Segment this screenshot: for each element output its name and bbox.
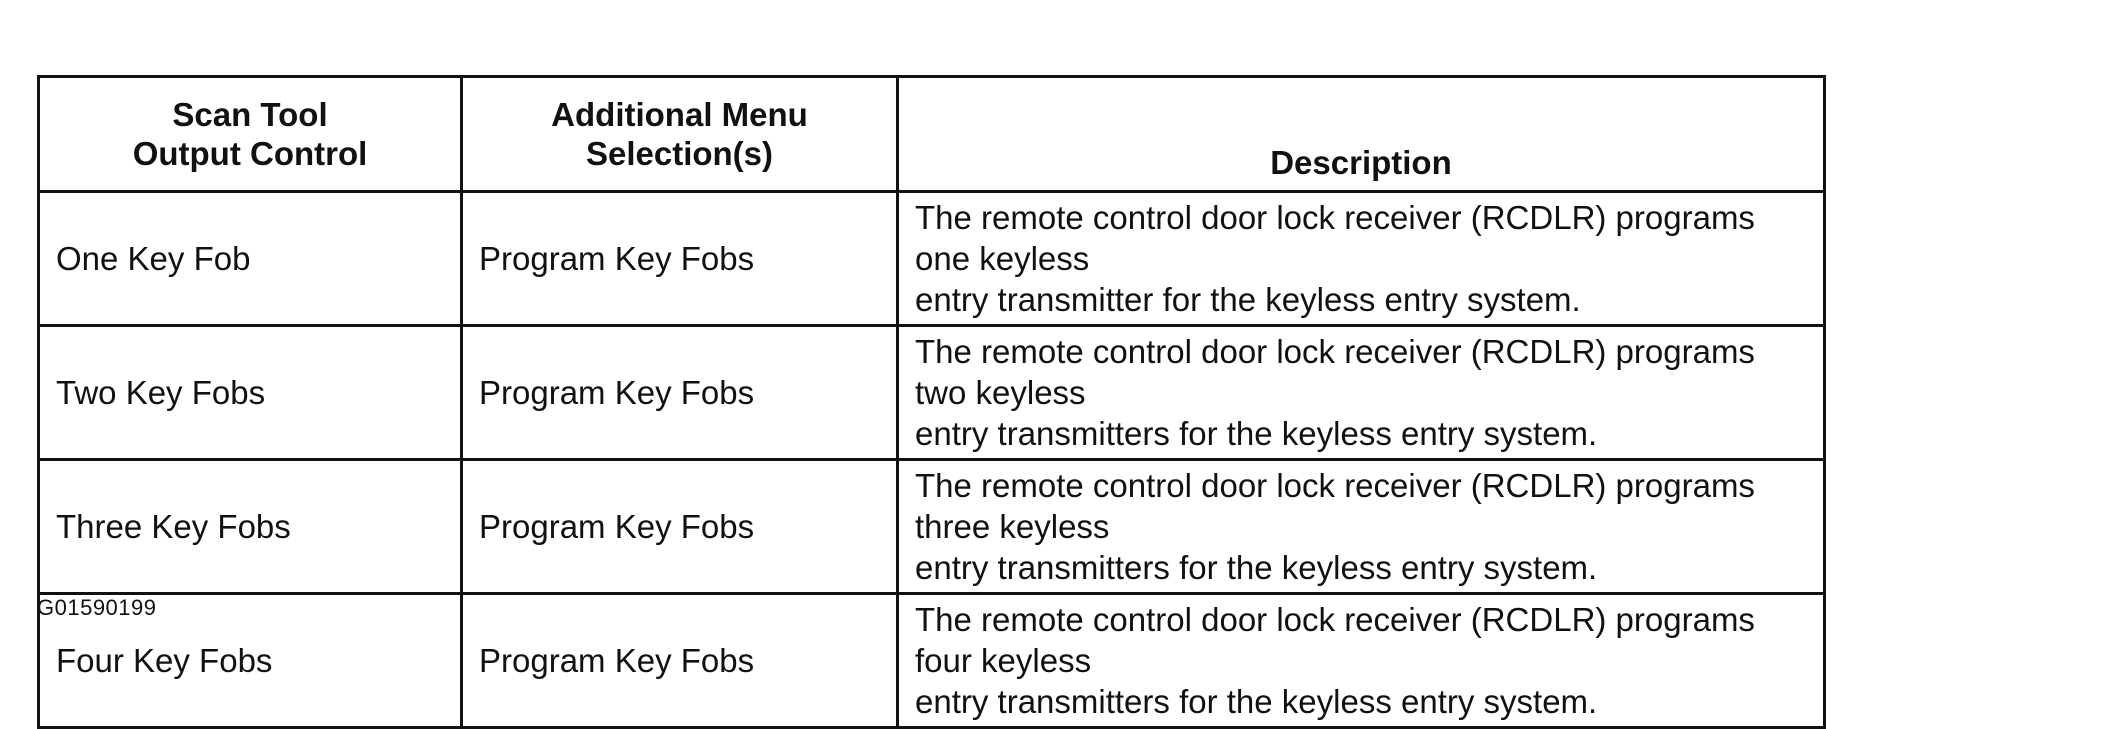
description-cell <box>898 460 1825 594</box>
description-line: The remote control door lock receiver (RCDLR) programs four keyless <box>915 601 1755 679</box>
header-additional-menu-selections <box>462 77 898 192</box>
description-line: The remote control door lock receiver (RCDLR) programs three keyless <box>915 467 1755 545</box>
menu-selection-cell: Program Key Fobs <box>462 594 898 728</box>
header-col2-line2: Selection(s) <box>585 135 774 172</box>
output-control-cell: Three Key Fobs <box>39 460 462 594</box>
header-col3-label: Description <box>1270 144 1452 181</box>
table-row <box>39 594 1825 728</box>
menu-selection-cell: Program Key Fobs <box>462 460 898 594</box>
description-line: entry transmitters for the keyless entry system. <box>915 415 1598 452</box>
output-control-cell: One Key Fob <box>39 192 462 326</box>
table-row <box>39 460 1825 594</box>
figure-id-label: G01590199 <box>37 595 157 620</box>
header-col1-line2: Output Control <box>132 135 368 172</box>
output-control-cell: Four Key Fobs <box>39 594 462 728</box>
description-cell <box>898 192 1825 326</box>
header-description <box>898 77 1825 192</box>
menu-selection-cell: Program Key Fobs <box>462 192 898 326</box>
header-scan-tool-output-control <box>39 77 462 192</box>
description-line: entry transmitter for the keyless entry system. <box>915 281 1581 318</box>
description-cell <box>898 594 1825 728</box>
menu-selection-cell: Program Key Fobs <box>462 326 898 460</box>
description-line: entry transmitters for the keyless entry system. <box>915 683 1598 720</box>
header-col2-line1: Additional Menu <box>551 96 808 133</box>
table-row <box>39 192 1825 326</box>
table-row <box>39 326 1825 460</box>
description-line: The remote control door lock receiver (RCDLR) programs one keyless <box>915 199 1755 277</box>
description-line: entry transmitters for the keyless entry system. <box>915 549 1598 586</box>
output-control-cell: Two Key Fobs <box>39 326 462 460</box>
description-line: The remote control door lock receiver (RCDLR) programs two keyless <box>915 333 1755 411</box>
description-cell <box>898 326 1825 460</box>
header-col1-line1: Scan Tool <box>172 96 328 133</box>
table-header-row <box>39 77 1825 192</box>
scan-tool-output-control-table <box>37 75 1826 729</box>
